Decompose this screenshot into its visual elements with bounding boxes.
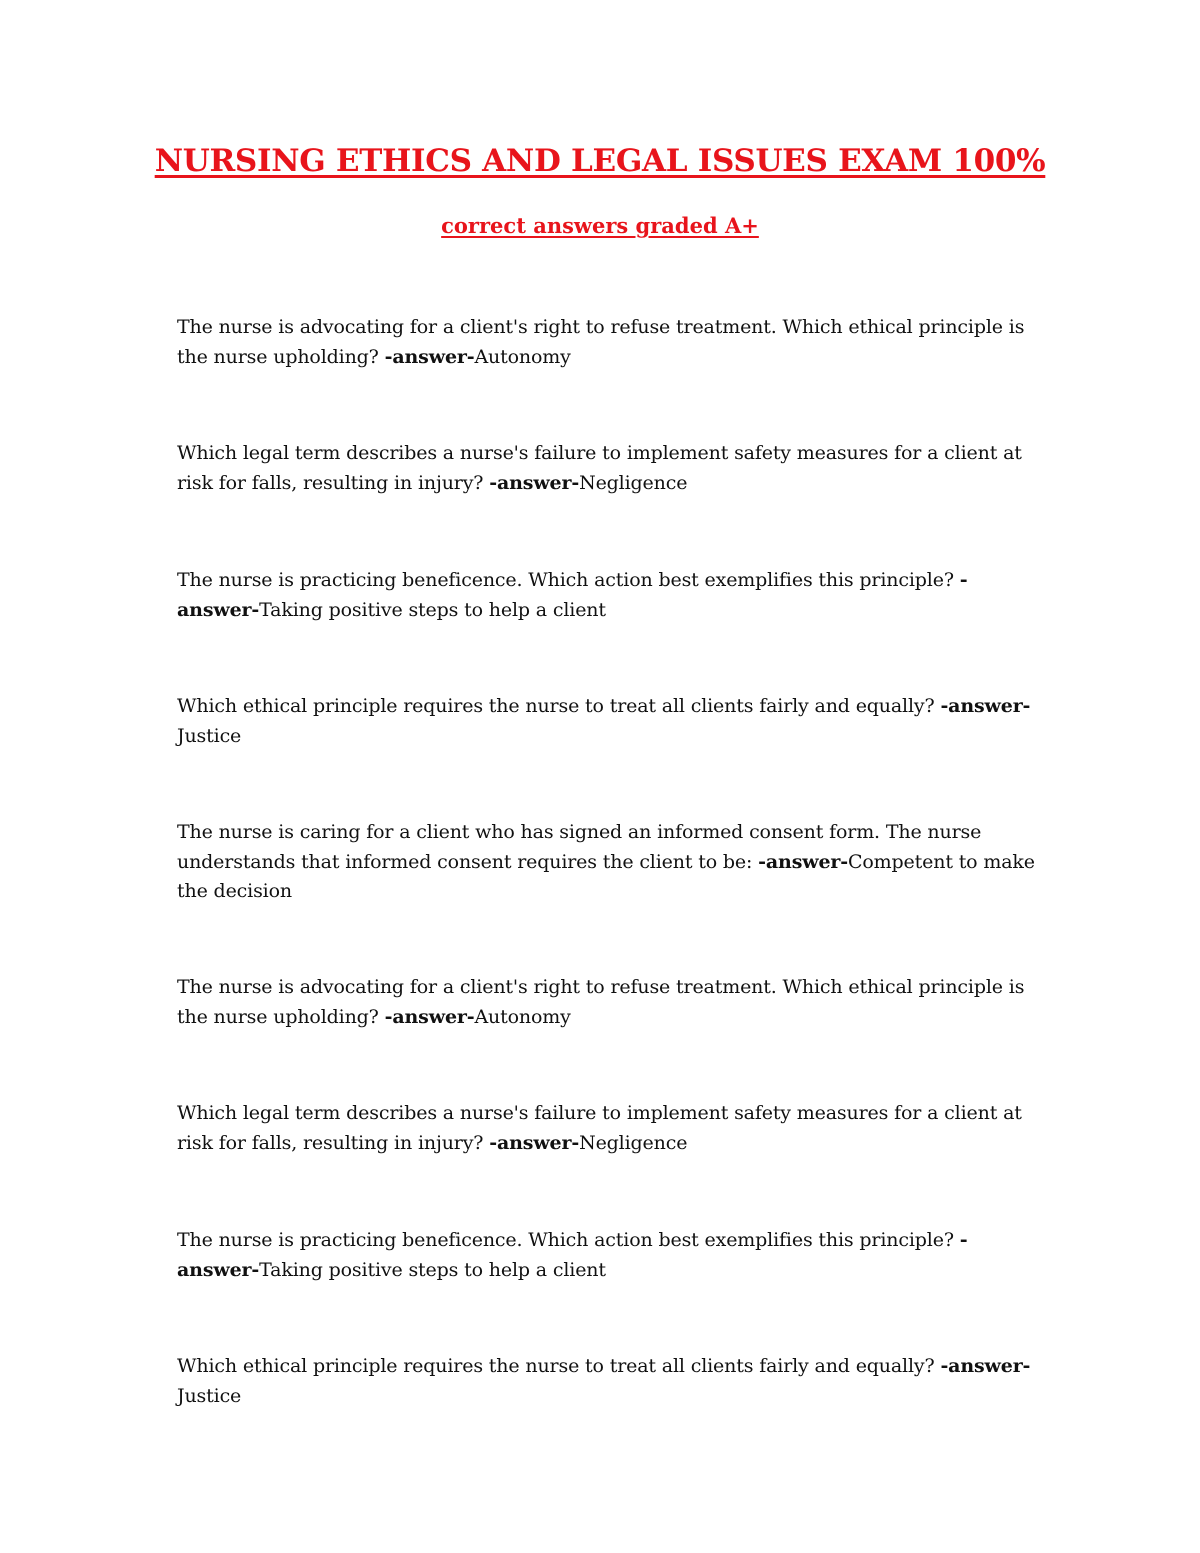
qa-item: [177, 313, 1037, 372]
answer-marker: -answer-: [489, 471, 580, 494]
answer-text: Negligence: [579, 471, 688, 494]
answer-text: Taking positive steps to help a client: [259, 1258, 606, 1281]
answer-marker: -answer-: [940, 695, 1031, 717]
answer-marker: -answer-: [384, 345, 475, 368]
answer-text: Competent to make the decision: [177, 850, 1035, 902]
answer-text: Autonomy: [474, 1005, 571, 1028]
page-title: NURSING ETHICS AND LEGAL ISSUES EXAM 100%: [154, 143, 1046, 179]
answer-marker: -answer-: [384, 1005, 475, 1028]
question-text: The nurse is caring for a client who has signed an informed consent form. The nurse understands that informed consent requires the client to be:: [177, 821, 982, 873]
qa-item: [177, 692, 1037, 751]
question-text: The nurse is advocating for a client's right to refuse treatment. Which ethical principle is the nurse upholding?: [177, 316, 1025, 368]
question-text: Which ethical principle requires the nurse to treat all clients fairly and equally?: [177, 695, 941, 717]
qa-item: [177, 566, 1037, 625]
answer-marker: -answer-: [177, 1229, 968, 1281]
qa-item: [177, 1226, 1037, 1285]
answer-text: Justice: [177, 1384, 242, 1407]
answer-marker: -answer-: [489, 1131, 580, 1154]
answer-marker: -answer-: [940, 1355, 1031, 1377]
qa-item: [177, 1352, 1037, 1411]
question-text: The nurse is practicing beneficence. Which action best exemplifies this principle?: [177, 1229, 960, 1251]
page-subtitle: correct answers graded A+: [441, 213, 759, 238]
answer-text: Autonomy: [474, 345, 571, 368]
answer-marker: -answer-: [177, 569, 968, 621]
qa-item: [177, 973, 1037, 1032]
question-text: The nurse is practicing beneficence. Which action best exemplifies this principle?: [177, 569, 960, 591]
answer-text: Justice: [177, 724, 242, 747]
answer-text: Taking positive steps to help a client: [259, 598, 606, 621]
question-text: The nurse is advocating for a client's right to refuse treatment. Which ethical principle is the nurse upholding?: [177, 976, 1025, 1028]
qa-item: [177, 818, 1037, 907]
qa-item: [177, 1099, 1037, 1158]
answer-text: Negligence: [579, 1131, 688, 1154]
qa-item: [177, 439, 1037, 498]
question-text: Which ethical principle requires the nurse to treat all clients fairly and equally?: [177, 1355, 941, 1377]
question-text: Which legal term describes a nurse's failure to implement safety measures for a client at risk for falls, resulting in injury?: [177, 1102, 1022, 1154]
answer-marker: -answer-: [758, 850, 848, 873]
question-text: Which legal term describes a nurse's failure to implement safety measures for a client at risk for falls, resulting in injury?: [177, 442, 1022, 494]
